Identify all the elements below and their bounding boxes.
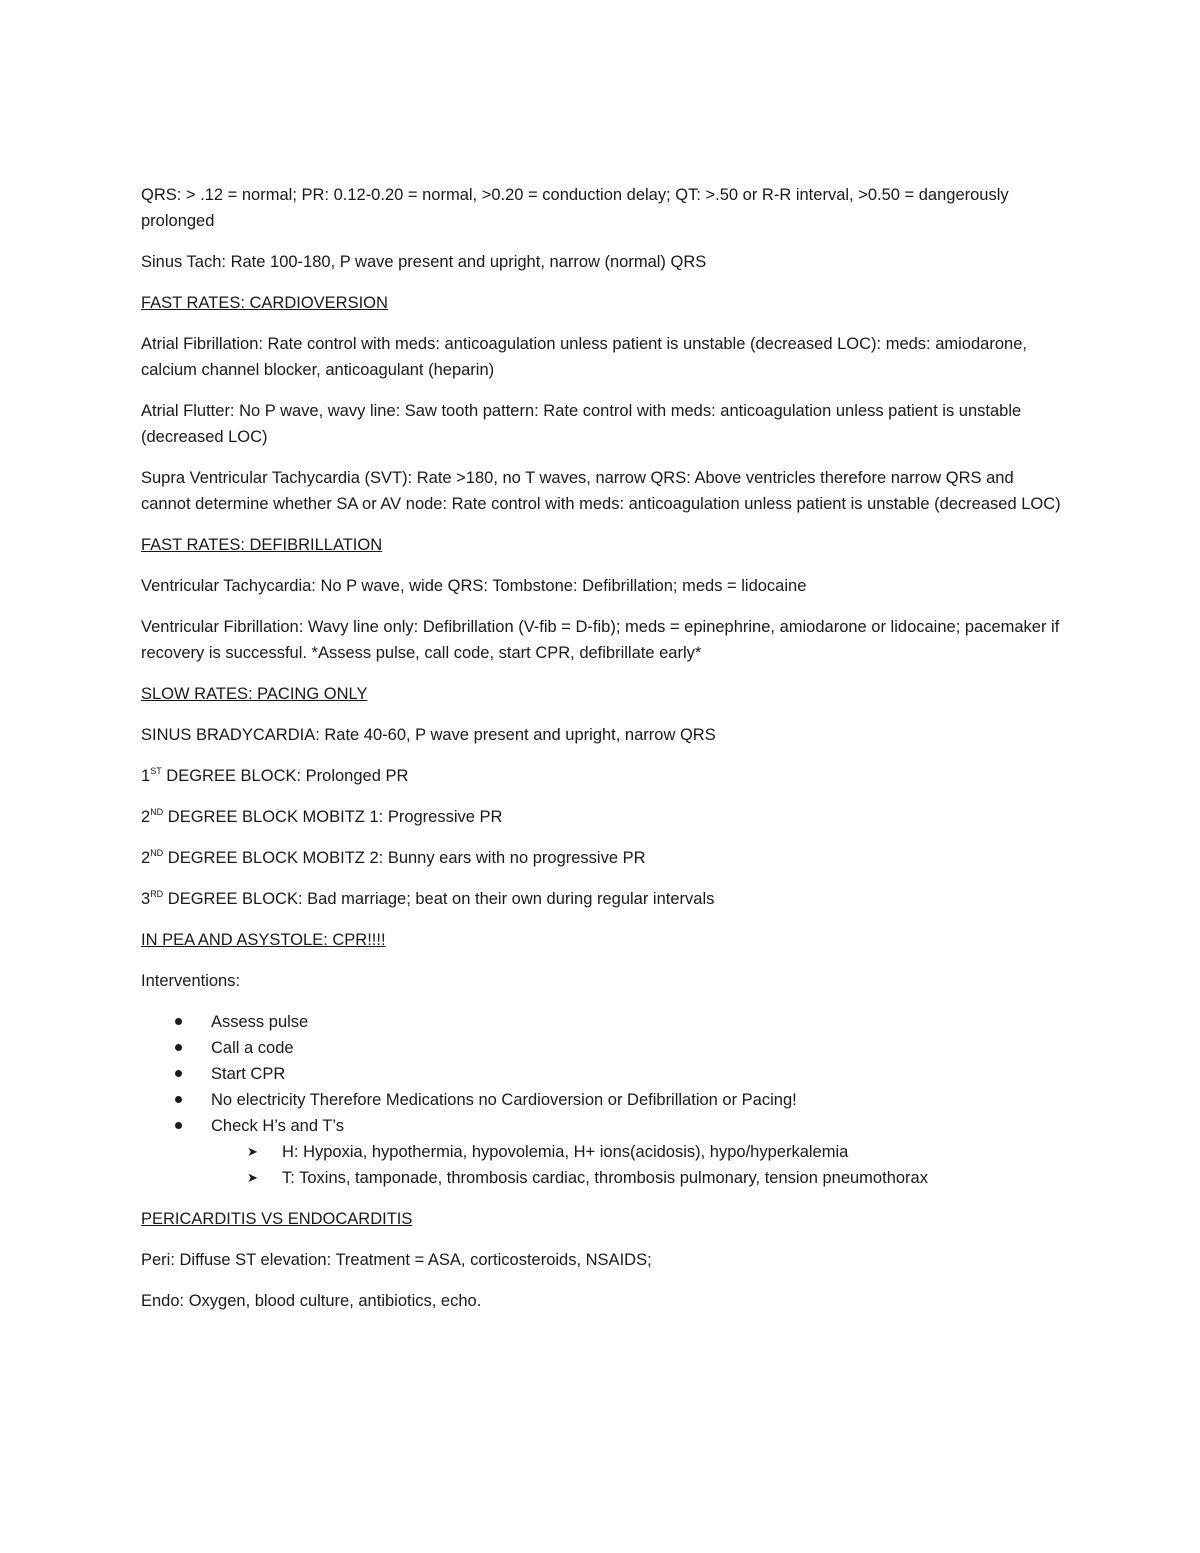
- list-item-text: Assess pulse: [211, 1013, 309, 1031]
- sub-list-item: [211, 1139, 1061, 1165]
- svt-line: Supra Ventricular Tachycardia (SVT): Rate >180, no T waves, narrow QRS: Above ventricles therefore narrow QRS and cannot determine whether SA or AV node: Rate control with meds: anticoagulation unless patient is unstable (decreased LOC): [141, 469, 1061, 513]
- sub-list-item: [211, 1165, 1061, 1191]
- vfib-line: Ventricular Fibrillation: Wavy line only: Defibrillation (V-fib = D-fib); meds = epinephrine, amiodarone or lidocaine; pacemaker if recovery is successful. *Assess pulse, call code, start CPR, defibrillate early*: [141, 618, 1060, 662]
- ordinal-suffix: ST: [150, 766, 162, 776]
- list-item-text: No electricity Therefore Medications no Cardioversion or Defibrillation or Pacing!: [211, 1091, 797, 1109]
- second-degree-mobitz2-line: [141, 845, 1061, 871]
- block-text: DEGREE BLOCK MOBITZ 1: Progressive PR: [163, 808, 503, 826]
- heading-slow-rates: SLOW RATES: PACING ONLY: [141, 685, 368, 703]
- list-item-text: Start CPR: [211, 1065, 286, 1083]
- bullet-icon: [175, 1018, 182, 1025]
- list-item: [141, 1061, 1061, 1087]
- block-number: 3: [141, 890, 151, 908]
- afib-line: Atrial Fibrillation: Rate control with meds: anticoagulation unless patient is unstable (decreased LOC): meds: amiodarone, calcium channel blocker, anticoagulant (heparin): [141, 335, 1027, 379]
- sinus-tach-line: Sinus Tach: Rate 100-180, P wave present and upright, narrow (normal) QRS: [141, 253, 707, 271]
- ordinal-suffix: ND: [150, 848, 164, 858]
- heading-defibrillation: FAST RATES: DEFIBRILLATION: [141, 536, 383, 554]
- list-item-text: Call a code: [211, 1039, 294, 1057]
- block-text: DEGREE BLOCK MOBITZ 2: Bunny ears with no progressive PR: [163, 849, 646, 867]
- list-item: [141, 1087, 1061, 1113]
- interventions-list: [141, 1009, 1061, 1191]
- block-number: 2: [141, 849, 151, 867]
- qrs-intervals-line: QRS: > .12 = normal; PR: 0.12-0.20 = normal, >0.20 = conduction delay; QT: >.50 or R-R interval, >0.50 = dangerously prolonged: [141, 186, 1009, 230]
- block-number: 2: [141, 808, 151, 826]
- block-text: DEGREE BLOCK: Bad marriage; beat on their own during regular intervals: [163, 890, 715, 908]
- bullet-icon: [175, 1044, 182, 1051]
- sinus-brady-line: SINUS BRADYCARDIA: Rate 40-60, P wave present and upright, narrow QRS: [141, 726, 716, 744]
- list-item: [141, 1009, 1061, 1035]
- aflutter-line: Atrial Flutter: No P wave, wavy line: Saw tooth pattern: Rate control with meds: anticoagulation unless patient is unstable (decreased LOC): [141, 402, 1022, 446]
- first-degree-block-line: [141, 763, 1061, 789]
- sub-list-item-text: T: Toxins, tamponade, thrombosis cardiac, thrombosis pulmonary, tension pneumothorax: [282, 1169, 928, 1187]
- block-number: 1: [141, 767, 151, 785]
- second-degree-mobitz1-line: [141, 804, 1061, 830]
- bullet-icon: [175, 1122, 182, 1129]
- list-item: [141, 1035, 1061, 1061]
- list-item-text: Check H’s and T’s: [211, 1117, 344, 1135]
- document-body: [141, 182, 1061, 1329]
- heading-pea-asystole: IN PEA AND ASYSTOLE: CPR!!!!: [141, 931, 386, 949]
- bullet-icon: [175, 1096, 182, 1103]
- vtach-line: Ventricular Tachycardia: No P wave, wide QRS: Tombstone: Defibrillation; meds = lidocaine: [141, 577, 807, 595]
- third-degree-block-line: [141, 886, 1061, 912]
- interventions-label: Interventions:: [141, 972, 241, 990]
- peri-line: Peri: Diffuse ST elevation: Treatment = ASA, corticosteroids, NSAIDS;: [141, 1251, 652, 1269]
- arrow-bullet-icon: ➤: [247, 1144, 258, 1159]
- block-text: DEGREE BLOCK: Prolonged PR: [161, 767, 409, 785]
- bullet-icon: [175, 1070, 182, 1077]
- heading-peri-endo: PERICARDITIS VS ENDOCARDITIS: [141, 1210, 413, 1228]
- hs-and-ts-sublist: [211, 1139, 1061, 1191]
- endo-line: Endo: Oxygen, blood culture, antibiotics, echo.: [141, 1292, 482, 1310]
- list-item: [141, 1113, 1061, 1191]
- ordinal-suffix: RD: [150, 889, 164, 899]
- arrow-bullet-icon: ➤: [247, 1170, 258, 1185]
- ordinal-suffix: ND: [150, 807, 164, 817]
- sub-list-item-text: H: Hypoxia, hypothermia, hypovolemia, H+ ions(acidosis), hypo/hyperkalemia: [282, 1143, 849, 1161]
- heading-cardioversion: FAST RATES: CARDIOVERSION: [141, 294, 388, 312]
